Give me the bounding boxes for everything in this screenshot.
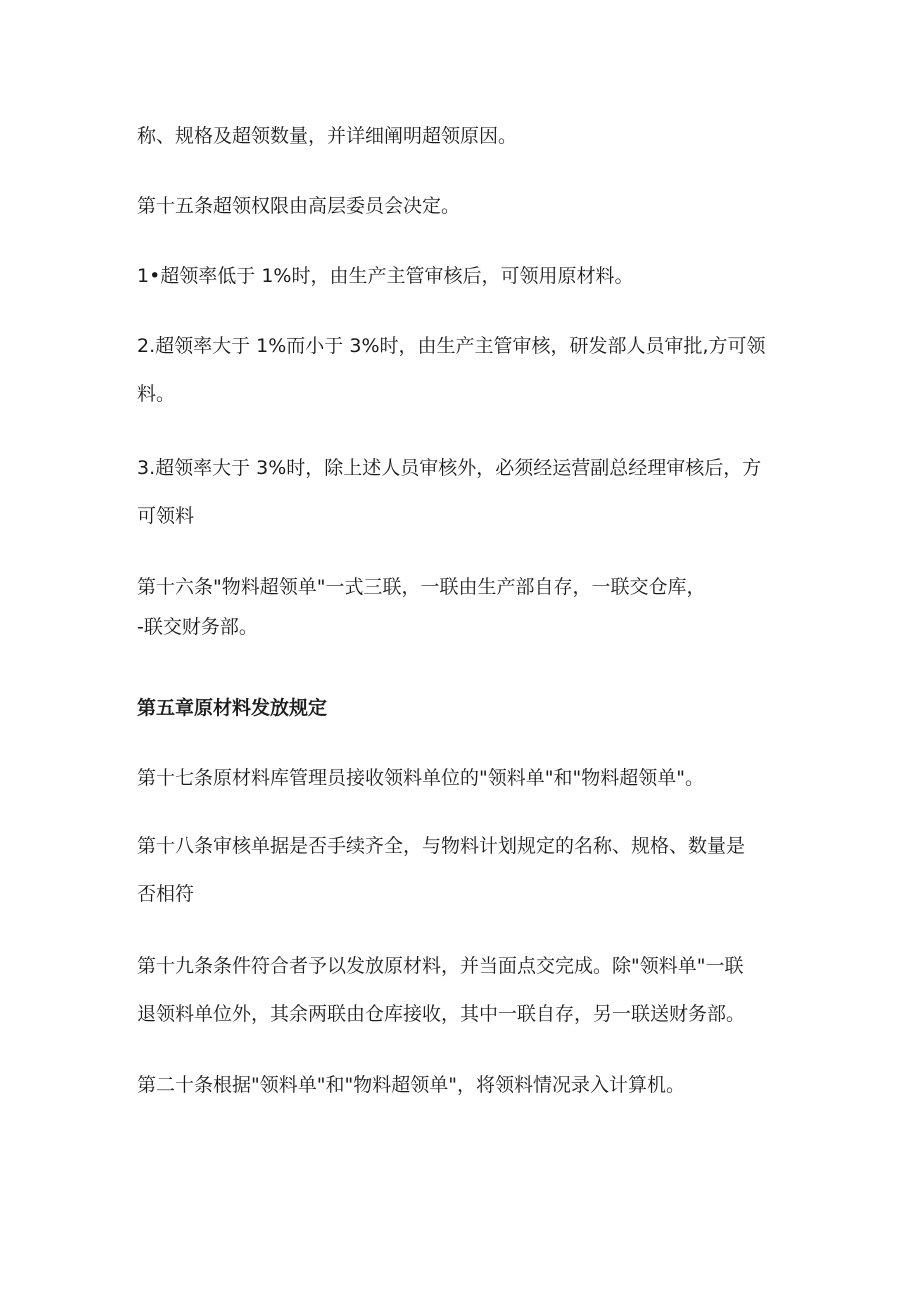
text-line: 可领料: [137, 505, 195, 527]
text-line: 2.超领率大于 1%而小于 3%时，由生产主管审核，研发部人员审批,方可领: [137, 335, 766, 357]
paragraph-item-3: [137, 444, 797, 540]
paragraph-article-19: [137, 942, 797, 1038]
text-line: 3.超领率大于 3%时，除上述人员审核外，必须经运营副总经理审核后，方: [137, 457, 762, 479]
paragraph-item-1: [137, 252, 797, 300]
text-line: -联交财务部。: [137, 616, 258, 638]
paragraph-reason: [137, 112, 797, 160]
chapter-5-heading: [137, 684, 797, 732]
paragraph-article-17: [137, 754, 797, 802]
paragraph-item-2: [137, 322, 797, 418]
text-line: 料。: [137, 383, 176, 405]
text-line: 否相符: [137, 883, 195, 905]
text-line: 称、规格及超领数量，并详细阐明超领原因。: [137, 125, 518, 147]
text-line: 第二十条根据"领料单"和"物料超领单"，将领料情况录入计算机。: [137, 1074, 685, 1096]
text-line: 第十八条审核单据是否手续齐全，与物料计划规定的名称、规格、数量是: [137, 835, 746, 857]
paragraph-article-20: [137, 1061, 797, 1109]
text-line: 1•超领率低于 1%时，由生产主管审核后，可领用原材料。: [137, 265, 634, 287]
text-line: 退领料单位外，其余两联由仓库接收，其中一联自存，另一联送财务部。: [137, 1003, 746, 1025]
paragraph-article-16: [137, 563, 797, 651]
text-line: 第十七条原材料库管理员接收领料单位的"领料单"和"物料超领单"。: [137, 767, 704, 789]
paragraph-article-15: [137, 182, 797, 230]
text-line: 第十五条超领权限由高层委员会决定。: [137, 195, 461, 217]
text-line: 第十九条条件符合者予以发放原材料，并当面点交完成。除"领料单"一联: [137, 955, 744, 977]
heading-text: 第五章原材料发放规定: [137, 697, 328, 719]
paragraph-article-18: [137, 822, 797, 918]
text-line: 第十六条"物料超领单"一式三联，一联由生产部自存，一联交仓库，: [137, 576, 706, 598]
